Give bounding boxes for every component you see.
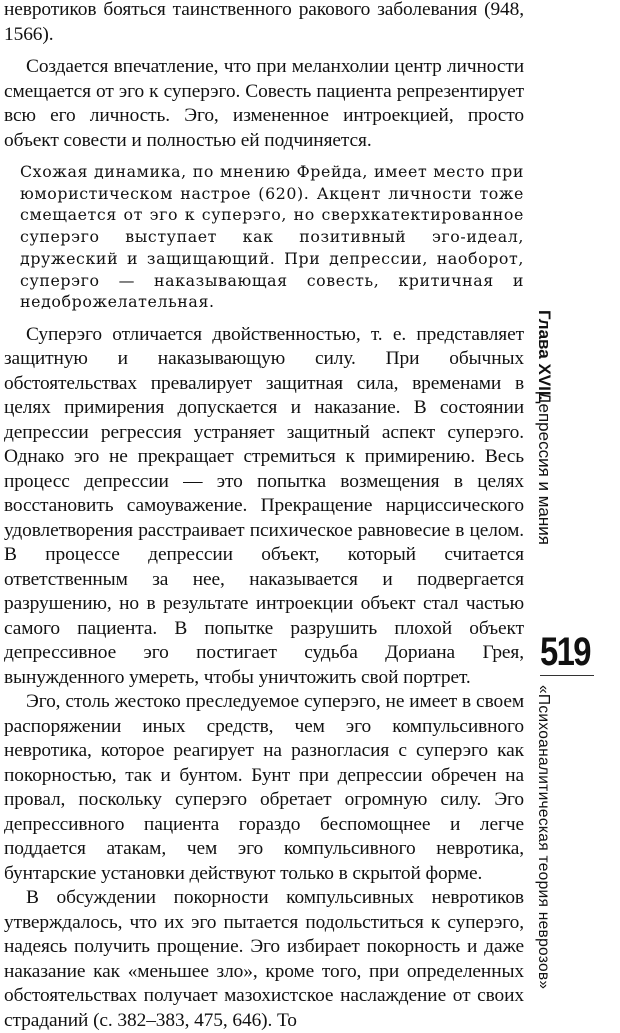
main-text-column — [4, 0, 524, 1033]
paragraph-1: Создается впечатление, что при меланхолии центр личности смещается от эго к суперэго. Совесть пациента репрезентирует всю его личность. Эго, измененное интроекцией, просто объект совести и полностью ей подчиняется. — [4, 56, 524, 151]
paragraph-top-fragment: невротиков бояться таинственного ракового заболевания (948, 1566). — [4, 0, 524, 45]
block-quote: Схожая динамика, по мнению Фрейда, имеет место при юмористическом настрое (620). Акцент личности тоже смещается от эго к суперэго, но сверхкатектированное суперэго выступает как позитивный эго-идеал, дружеский и защищающий. При депрессии, наоборот, суперэго — наказывающая совесть, критичная и недоброжелательная. — [20, 162, 524, 312]
paragraph-4: В обсуждении покорности компульсивных невротиков утверждалось, что их эго пытается подольститься к суперэго, надеясь получить прощение. Эго избирает покорность и даже наказание как «меньшее зло», кроме того, при определенных обстоятельствах получает мазохистское наслаждение от своих страданий (с. 382–383, 475, 646). То — [4, 887, 524, 1031]
page-number-underline — [540, 675, 594, 676]
paragraph-2: Суперэго отличается двойственностью, т. е. представляет защитную и наказывающую силу. При обычных обстоятельствах превалирует защитная сила, временами в целях примирения допускается и наказание. В состоянии депрессии регрессия устраняет защитный аспект суперэго. Однако эго не прекращает стремиться к примирению. Весь процесс депрессии — это попытка возмещения в целях восстановить самоуважение. Прекращение нарциссического удовлетворения расстраивает психическое равновесие в целом. В процессе депрессии объект, который считается ответственным за нее, наказывается и подвергается разрушению, но в результате интроекции объект стал частью самого пациента. В попытке разрушить плохой объект депрессивное эго постигает судьба Дориана Грея, вынужденного умереть, чтобы уничтожить свой портрет. — [4, 323, 524, 688]
chapter-title: Депрессия и мания — [535, 392, 554, 545]
paragraph-3: Эго, столь жестоко преследуемое суперэго, не имеет в своем распоряжении иных средств, чем эго компульсивного невротика, которое реагирует на разногласия с суперэго как покорностью, так и бунтом. Бунт при депрессии обречен на провал, поскольку суперэго обретает огромную силу. Эго депрессивного пациента гораздо беспомощнее и легче поддается атакам, чем эго компульсивного невротика, бунтарские установки действуют только в скрытой форме. — [4, 691, 524, 884]
page-number: 519 — [540, 630, 590, 674]
book-title: «Психоаналитическая теория неврозов» — [535, 685, 552, 990]
chapter-label: Глава XVII. — [535, 310, 554, 401]
